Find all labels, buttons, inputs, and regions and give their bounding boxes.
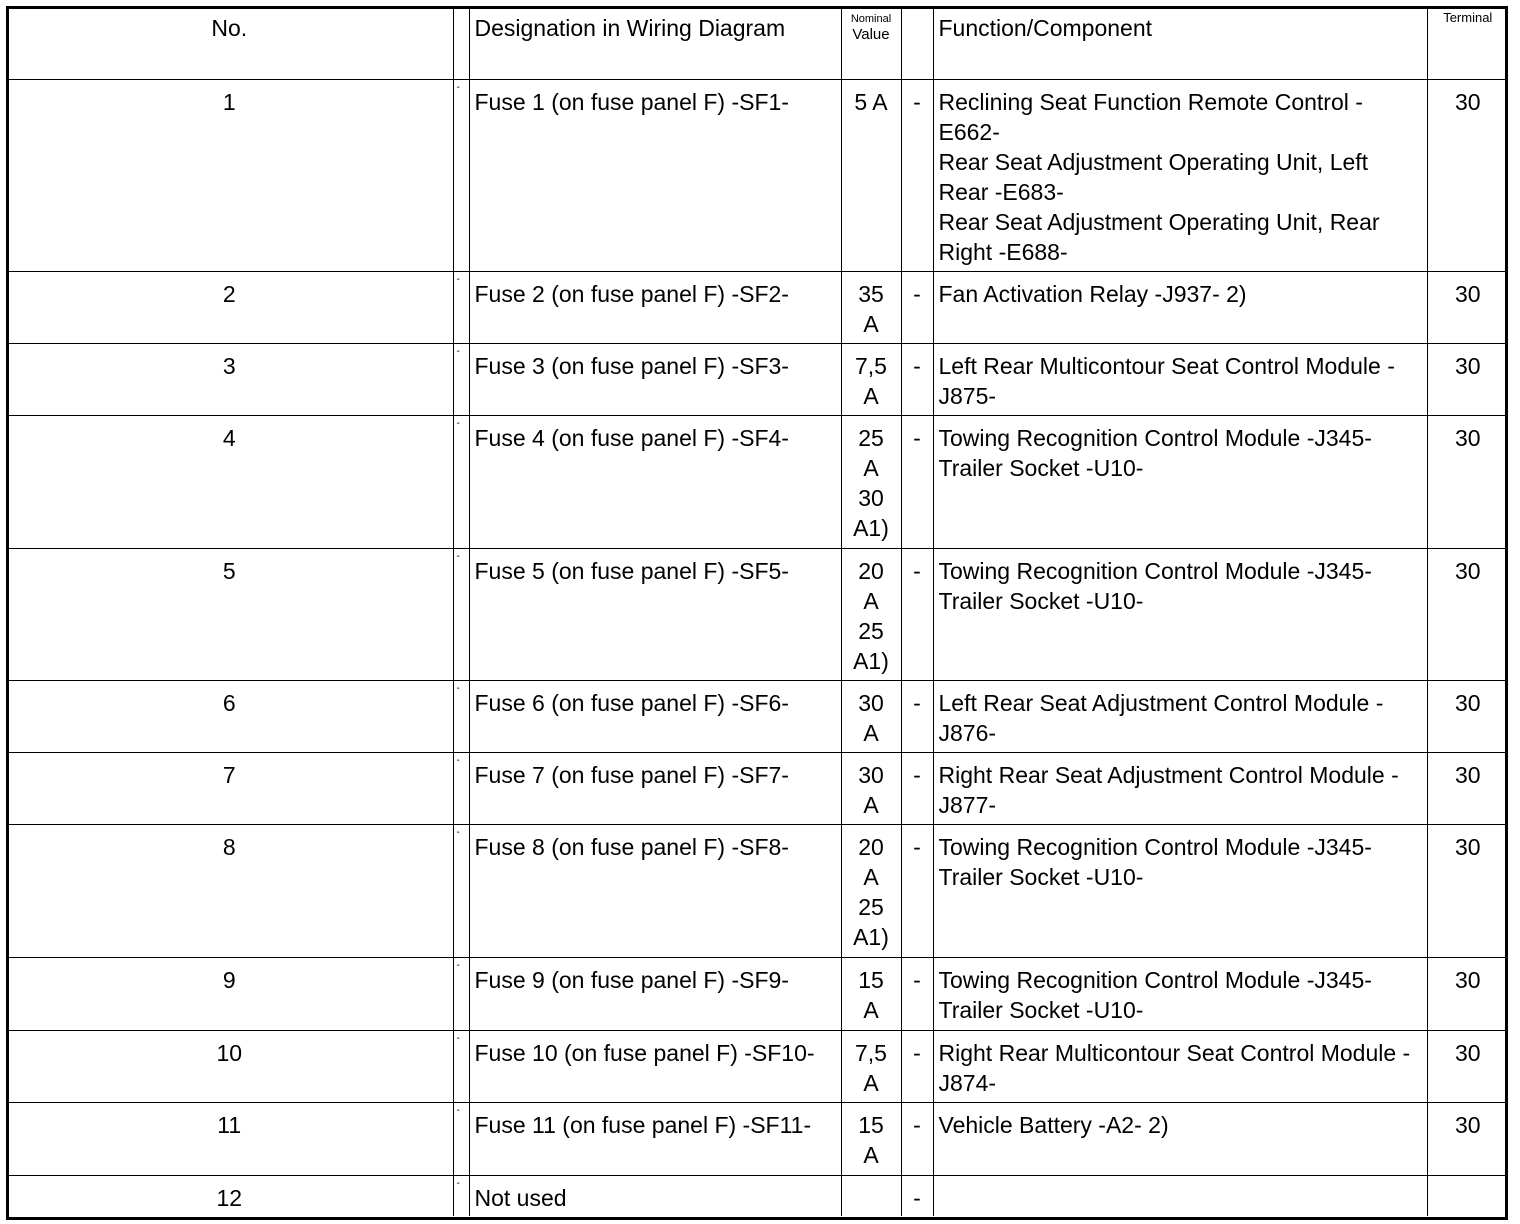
row-tick: -	[453, 824, 469, 957]
row-number: 7	[6, 752, 453, 824]
function-line: Right Rear Seat Adjustment Control Module -J877-	[938, 761, 1399, 818]
row-number: 6	[6, 680, 453, 752]
table-row	[6, 957, 1508, 1030]
row-terminal: 30	[1427, 79, 1508, 271]
nominal-value-line: 30	[858, 484, 884, 511]
nominal-value-line: A	[863, 587, 879, 614]
nominal-value-line: 5 A	[854, 88, 888, 115]
row-designation: Fuse 11 (on fuse panel F) -SF11-	[469, 1102, 841, 1175]
row-number: 3	[6, 343, 453, 415]
row-dash: -	[901, 1175, 933, 1216]
header-tick-cell	[453, 6, 469, 79]
row-dash: -	[901, 957, 933, 1030]
row-dash: -	[901, 680, 933, 752]
nominal-value-line: 25	[858, 617, 884, 644]
header-terminal: Terminal	[1427, 6, 1508, 79]
fuse-table	[6, 6, 1508, 1216]
function-line: Right Rear Multicontour Seat Control Module -J874-	[938, 1039, 1411, 1096]
table-row	[6, 752, 1508, 824]
row-tick: -	[453, 548, 469, 680]
row-tick: -	[453, 1030, 469, 1102]
table-row	[6, 548, 1508, 680]
row-terminal: 30	[1427, 1030, 1508, 1102]
row-dash: -	[901, 824, 933, 957]
row-number: 1	[6, 79, 453, 271]
row-number: 2	[6, 271, 453, 343]
table-row	[6, 1175, 1508, 1216]
row-designation: Fuse 7 (on fuse panel F) -SF7-	[469, 752, 841, 824]
row-nominal-value	[841, 824, 901, 957]
table-row	[6, 680, 1508, 752]
row-nominal-value	[841, 343, 901, 415]
row-tick: -	[453, 957, 469, 1030]
row-dash: -	[901, 1102, 933, 1175]
function-line: Towing Recognition Control Module -J345-	[938, 424, 1372, 451]
row-nominal-value	[841, 271, 901, 343]
header-no: No.	[6, 6, 453, 79]
nominal-value-line: 25	[858, 893, 884, 920]
row-tick: -	[453, 79, 469, 271]
row-function	[933, 752, 1427, 824]
row-number: 4	[6, 415, 453, 548]
table-row	[6, 343, 1508, 415]
row-number: 9	[6, 957, 453, 1030]
nominal-value-line: A	[863, 791, 879, 818]
row-nominal-value	[841, 415, 901, 548]
function-line: Left Rear Seat Adjustment Control Module -J876-	[938, 689, 1384, 746]
nominal-value-line: 7,5	[855, 1039, 887, 1066]
row-designation: Fuse 6 (on fuse panel F) -SF6-	[469, 680, 841, 752]
row-dash: -	[901, 548, 933, 680]
row-number: 10	[6, 1030, 453, 1102]
row-function	[933, 1030, 1427, 1102]
nominal-value-line: 15	[858, 966, 884, 993]
header-value-label: Value	[852, 26, 890, 43]
function-line: Trailer Socket -U10-	[938, 454, 1144, 481]
table-row	[6, 415, 1508, 548]
nominal-value-line: 20	[858, 557, 884, 584]
row-terminal: 30	[1427, 343, 1508, 415]
table-row	[6, 271, 1508, 343]
row-function	[933, 680, 1427, 752]
row-designation: Fuse 5 (on fuse panel F) -SF5-	[469, 548, 841, 680]
function-line: Trailer Socket -U10-	[938, 996, 1144, 1023]
row-terminal: 30	[1427, 415, 1508, 548]
row-function	[933, 824, 1427, 957]
header-dash-cell	[901, 6, 933, 79]
header-designation: Designation in Wiring Diagram	[469, 6, 841, 79]
nominal-value-line: A	[863, 1141, 879, 1168]
row-dash: -	[901, 271, 933, 343]
row-terminal: 30	[1427, 680, 1508, 752]
table-row	[6, 79, 1508, 271]
header-nominal-value	[841, 6, 901, 79]
row-function	[933, 343, 1427, 415]
row-designation: Fuse 9 (on fuse panel F) -SF9-	[469, 957, 841, 1030]
nominal-value-line: 15	[858, 1111, 884, 1138]
row-function	[933, 415, 1427, 548]
nominal-value-line: A1)	[853, 647, 889, 674]
nominal-value-line: A	[863, 454, 879, 481]
nominal-value-line: 30	[858, 689, 884, 716]
row-tick: -	[453, 680, 469, 752]
row-nominal-value	[841, 1102, 901, 1175]
nominal-value-line: A	[863, 719, 879, 746]
row-dash: -	[901, 415, 933, 548]
row-nominal-value	[841, 957, 901, 1030]
row-function	[933, 271, 1427, 343]
row-number: 5	[6, 548, 453, 680]
function-line: Rear Seat Adjustment Operating Unit, Rear Right -E688-	[938, 208, 1380, 265]
row-terminal: 30	[1427, 271, 1508, 343]
row-designation: Fuse 2 (on fuse panel F) -SF2-	[469, 271, 841, 343]
nominal-value-line: A	[863, 1069, 879, 1096]
row-designation: Fuse 10 (on fuse panel F) -SF10-	[469, 1030, 841, 1102]
row-designation: Not used	[469, 1175, 841, 1216]
row-dash: -	[901, 343, 933, 415]
row-tick: -	[453, 415, 469, 548]
row-designation: Fuse 8 (on fuse panel F) -SF8-	[469, 824, 841, 957]
nominal-value-line: 25	[858, 424, 884, 451]
row-function	[933, 79, 1427, 271]
function-line: Towing Recognition Control Module -J345-	[938, 833, 1372, 860]
row-tick: -	[453, 343, 469, 415]
function-line: Towing Recognition Control Module -J345-	[938, 966, 1372, 993]
nominal-value-line: A	[863, 863, 879, 890]
function-line: Trailer Socket -U10-	[938, 587, 1144, 614]
row-tick: -	[453, 752, 469, 824]
row-designation: Fuse 3 (on fuse panel F) -SF3-	[469, 343, 841, 415]
row-function	[933, 548, 1427, 680]
row-function	[933, 957, 1427, 1030]
row-terminal: 30	[1427, 548, 1508, 680]
row-function	[933, 1102, 1427, 1175]
nominal-value-line: A	[863, 996, 879, 1023]
row-function	[933, 1175, 1427, 1216]
row-number: 12	[6, 1175, 453, 1216]
header-function: Function/Component	[933, 6, 1427, 79]
nominal-value-line: A	[863, 310, 879, 337]
row-nominal-value	[841, 1030, 901, 1102]
row-nominal-value	[841, 79, 901, 271]
row-terminal: 30	[1427, 752, 1508, 824]
function-line: Towing Recognition Control Module -J345-	[938, 557, 1372, 584]
row-terminal: 30	[1427, 957, 1508, 1030]
function-line: Fan Activation Relay -J937- 2)	[938, 280, 1247, 307]
row-terminal: 30	[1427, 824, 1508, 957]
row-tick: -	[453, 1175, 469, 1216]
row-nominal-value	[841, 1175, 901, 1216]
row-tick: -	[453, 271, 469, 343]
table-row	[6, 824, 1508, 957]
row-nominal-value	[841, 548, 901, 680]
row-dash: -	[901, 752, 933, 824]
nominal-value-line: 35	[858, 280, 884, 307]
row-dash: -	[901, 79, 933, 271]
row-designation: Fuse 4 (on fuse panel F) -SF4-	[469, 415, 841, 548]
table-row	[6, 1030, 1508, 1102]
header-nominal-label: Nominal	[850, 13, 892, 25]
table-row	[6, 1102, 1508, 1175]
row-tick: -	[453, 1102, 469, 1175]
function-line: Vehicle Battery -A2- 2)	[938, 1111, 1169, 1138]
nominal-value-line: A	[863, 382, 879, 409]
nominal-value-line: A1)	[853, 514, 889, 541]
nominal-value-line: 7,5	[855, 352, 887, 379]
function-line: Rear Seat Adjustment Operating Unit, Left Rear -E683-	[938, 148, 1369, 205]
function-line: Trailer Socket -U10-	[938, 863, 1144, 890]
row-terminal	[1427, 1175, 1508, 1216]
table-body	[6, 6, 1508, 1216]
row-terminal: 30	[1427, 1102, 1508, 1175]
row-designation: Fuse 1 (on fuse panel F) -SF1-	[469, 79, 841, 271]
nominal-value-line: 30	[858, 761, 884, 788]
function-line: Reclining Seat Function Remote Control -E662-	[938, 88, 1363, 145]
nominal-value-line: 20	[858, 833, 884, 860]
nominal-value-line: A1)	[853, 923, 889, 950]
row-number: 11	[6, 1102, 453, 1175]
row-nominal-value	[841, 752, 901, 824]
row-nominal-value	[841, 680, 901, 752]
header-row	[6, 6, 1508, 79]
row-number: 8	[6, 824, 453, 957]
function-line: Left Rear Multicontour Seat Control Module -J875-	[938, 352, 1395, 409]
row-dash: -	[901, 1030, 933, 1102]
